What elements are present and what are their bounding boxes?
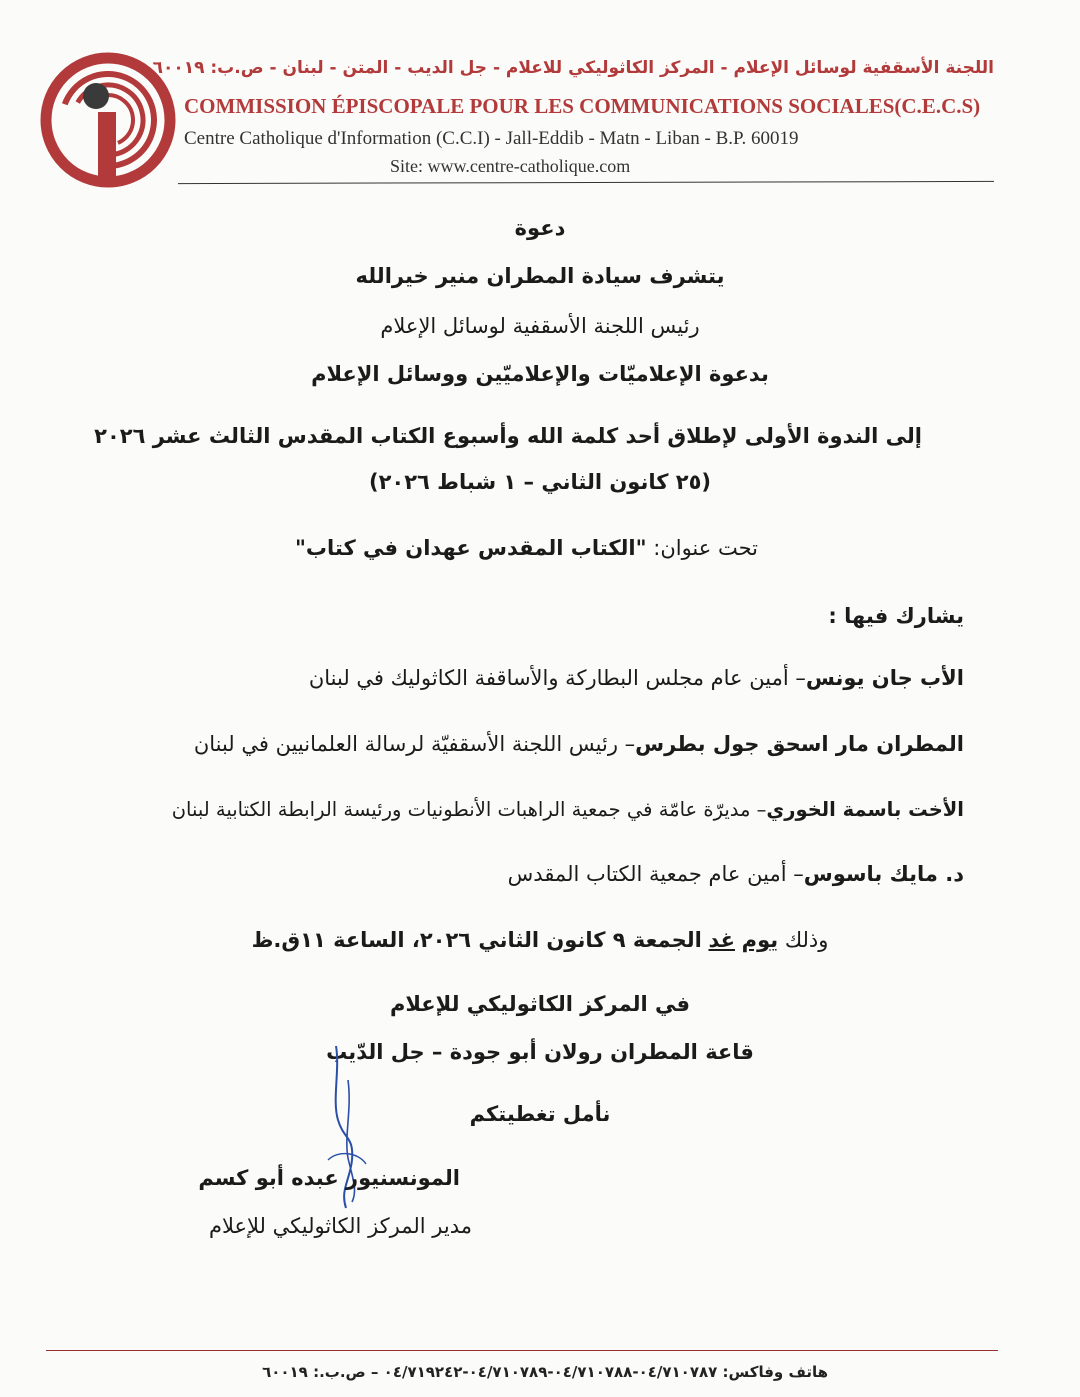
host-line: يتشرف سيادة المطران منير خيرالله (355, 264, 725, 288)
hall-line: قاعة المطران رولان أبو جودة – جل الدّيب (326, 1040, 754, 1064)
subtitle-prefix: تحت عنوان: (653, 536, 758, 560)
participant-role: – أمين عام مجلس البطاركة والأساقفة الكاثوليك في لبنان (308, 666, 806, 690)
schedule-prefix: وذلك (784, 928, 829, 952)
invitation-title: دعوة (514, 216, 566, 240)
participants-heading: يشارك فيها : (828, 604, 964, 628)
header-site: Site: www.centre-catholique.com (390, 156, 631, 176)
event-line: إلى الندوة الأولى لإطلاق أحد كلمة الله وأسبوع الكتاب المقدس الثالث عشر ٢٠٢٦ (94, 424, 922, 448)
footer-contacts: هاتف وفاكس: ٠٤/٧١٠٧٨٧-٠٤/٧١٠٧٨٨-٠٤/٧١٠٧٨٩-٠٤/٧١٩٢٤٢ – ص.ب.: ٦٠٠١٩ (262, 1363, 828, 1381)
participant-name: د. مايك باسوس (803, 862, 964, 886)
header-french-title: COMMISSION ÉPISCOPALE POUR LES COMMUNICATIONS SOCIALES(C.E.C.S) (184, 94, 981, 118)
invitees-line: بدعوة الإعلاميّات والإعلاميّين ووسائل الإعلام (311, 362, 769, 386)
schedule-line (0, 928, 1080, 952)
event-dates: (٢٥ كانون الثاني – ١ شباط ٢٠٢٦) (368, 470, 711, 494)
participant-name: المطران مار اسحق جول بطرس (635, 732, 964, 756)
subtitle-line (295, 536, 758, 560)
schedule-date: الجمعة ٩ كانون الثاني ٢٠٢٦، الساعة ١١ق.ظ (251, 928, 702, 952)
footer-divider (46, 1350, 998, 1351)
participant-name: الأخت باسمة الخوري (766, 798, 964, 821)
subtitle-title: "الكتاب المقدس عهدان في كتاب" (294, 536, 647, 560)
signatory-name: المونسنيور عبده أبو كسم (198, 1166, 460, 1190)
header-arabic-line: اللجنة الأسقفية لوسائل الإعلام - المركز الكاثوليكي للاعلام - جل الديب - المتن - لبنان - ص.ب: ٦٠٠١٩ (152, 58, 994, 78)
schedule-tomorrow: غد (708, 928, 735, 952)
participant-role: – أمين عام جمعية الكتاب المقدس (507, 862, 804, 886)
participant-name: الأب جان يونس (805, 666, 964, 690)
host-role: رئيس اللجنة الأسقفية لوسائل الإعلام (380, 314, 700, 338)
participant-3 (172, 798, 964, 821)
schedule-day: يوم (741, 928, 779, 952)
header-divider (178, 181, 994, 184)
venue-line: في المركز الكاثوليكي للإعلام (389, 992, 691, 1016)
closing-line: نأمل تغطيتكم (469, 1102, 611, 1126)
participant-role: – مديرّة عامّة في جمعية الراهبات الأنطونيات ورئيسة الرابطة الكتابية لبنان (171, 798, 767, 821)
participant-1 (309, 666, 964, 690)
participant-4 (508, 862, 964, 886)
signatory-role: مدير المركز الكاثوليكي للإعلام (208, 1214, 472, 1238)
header-cci-line: Centre Catholique d'Information (C.C.I) - Jall-Eddib - Matn - Liban - B.P. 60019 (184, 128, 799, 149)
participant-2 (194, 732, 964, 756)
participant-role: – رئيس اللجنة الأسقفيّة لرسالة العلمانيين في لبنان (193, 732, 636, 756)
